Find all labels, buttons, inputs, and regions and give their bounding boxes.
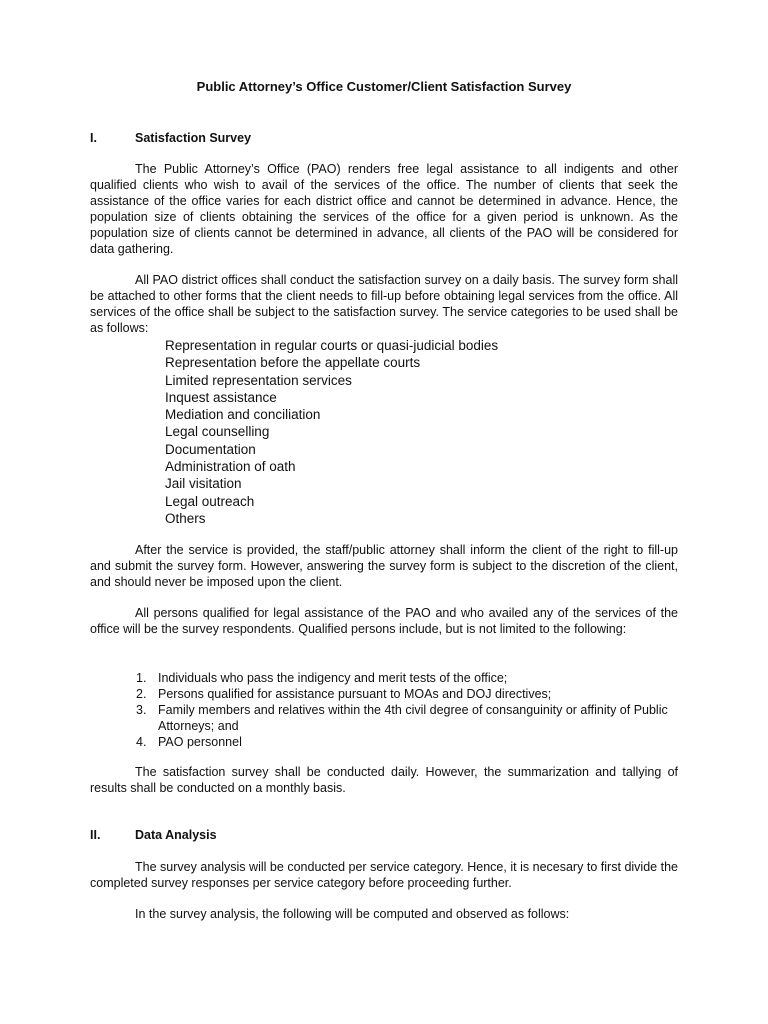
list-item — [136, 734, 678, 750]
paragraph-daily-survey: All PAO district offices shall conduct the satisfaction survey on a daily basis. The survey form shall be attached to other forms that the client needs to fill-up before obtaining legal services from the office. All services of the office shall be subject to the satisfaction survey. The service categories to be used shall be as follows: — [90, 273, 678, 335]
section-heading-satisfaction-survey — [90, 130, 678, 146]
list-item-text: Persons qualified for assistance pursuant to MOAs and DOJ directives; — [158, 687, 552, 701]
service-category-item: Limited representation services — [165, 372, 352, 388]
paragraph-survey-analysis: The survey analysis will be conducted per service category. Hence, it is necesary to first divide the completed survey responses per service category before proceeding further. — [90, 860, 678, 890]
list-item-number: 2. — [136, 687, 147, 701]
paragraph-pao-intro: The Public Attorney’s Office (PAO) renders free legal assistance to all indigents and other qualified clients who wish to avail of the services of the office. The number of clients that seek the assistance of the office varies for each district office and cannot be determined in advance. Hence, the population size of clients obtaining the services of the office for a given period is unknown. As the population size of clients cannot be determined in advance, all clients of the PAO will be considered for data gathering. — [90, 162, 678, 256]
service-category-item: Documentation — [165, 441, 256, 457]
paragraph-after-service: After the service is provided, the staff/public attorney shall inform the client of the right to fill-up and submit the survey form. However, answering the survey form is subject to the discretion of the client, and should never be imposed upon the client. — [90, 543, 678, 589]
list-item — [136, 670, 678, 686]
service-category-item: Jail visitation — [165, 476, 242, 492]
list-item-text: PAO personnel — [158, 735, 242, 749]
list-item-number: 3. — [136, 703, 147, 717]
service-category-item: Inquest assistance — [165, 389, 277, 405]
list-item-number: 4. — [136, 735, 147, 749]
document-page — [90, 0, 678, 1024]
list-item-text: Family members and relatives within the 4th civil degree of consanguinity or affinity of Public Attorneys; and — [158, 703, 668, 733]
list-item-number: 1. — [136, 671, 147, 685]
list-item-text: Individuals who pass the indigency and merit tests of the office; — [158, 671, 508, 685]
service-category-item: Representation in regular courts or quasi-judicial bodies — [165, 338, 499, 353]
service-category-item: Legal outreach — [165, 493, 255, 509]
section-number: I. — [90, 131, 97, 145]
list-item — [136, 702, 678, 734]
list-item — [136, 686, 678, 702]
service-category-item: Administration of oath — [165, 459, 296, 475]
section-title: Data Analysis — [135, 828, 217, 842]
document-title: Public Attorney’s Office Customer/Client Satisfaction Survey — [196, 79, 572, 94]
section-number: II. — [90, 828, 101, 842]
section-title: Satisfaction Survey — [135, 131, 252, 145]
service-categories-list — [165, 337, 498, 527]
section-heading-data-analysis — [90, 827, 678, 843]
qualified-persons-list — [136, 670, 678, 750]
service-category-item: Mediation and conciliation — [165, 407, 321, 423]
service-category-item: Legal counselling — [165, 424, 270, 440]
service-category-item: Others — [165, 510, 206, 526]
paragraph-computed-observed: In the survey analysis, the following will be computed and observed as follows: — [135, 907, 570, 921]
service-category-item: Representation before the appellate courts — [165, 355, 421, 371]
paragraph-qualified-persons: All persons qualified for legal assistance of the PAO and who availed any of the services of the office will be the survey respondents. Qualified persons include, but is not limited to the following: — [90, 606, 678, 636]
paragraph-daily-conduct: The satisfaction survey shall be conducted daily. However, the summarization and tallying of results shall be conducted on a monthly basis. — [90, 765, 678, 795]
